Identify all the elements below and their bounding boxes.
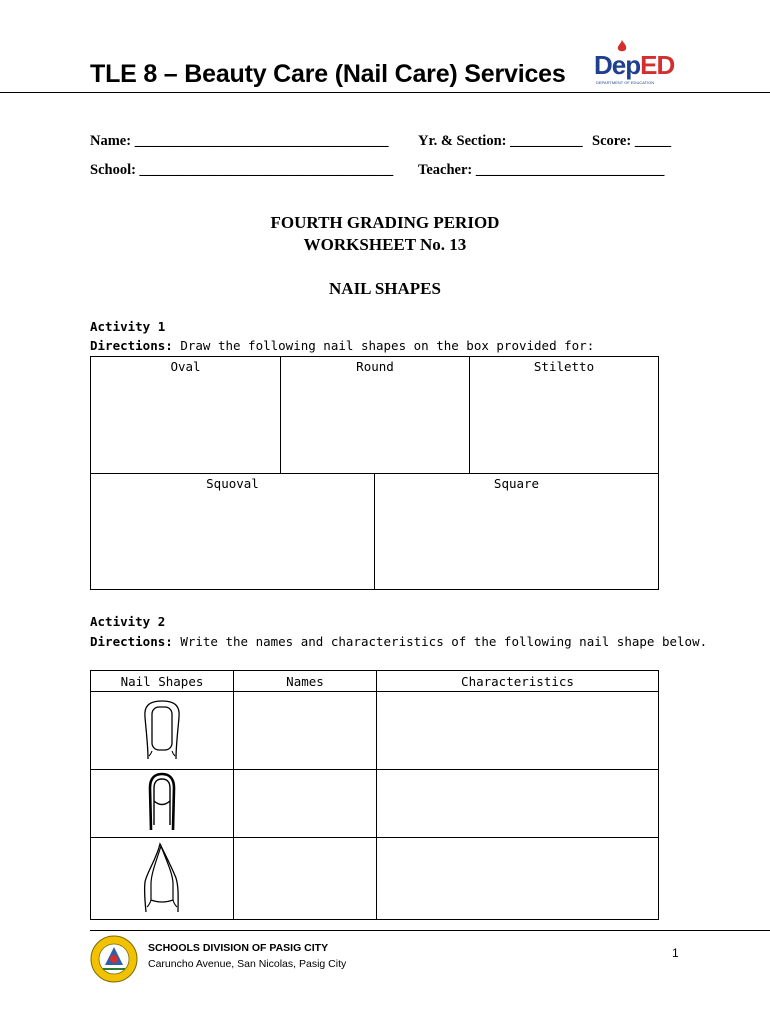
division-seal-icon	[90, 935, 138, 983]
name-answer-cell[interactable]	[234, 838, 377, 920]
characteristics-answer-cell[interactable]	[377, 770, 659, 838]
footer-divider	[90, 930, 770, 931]
draw-box-label: Squoval	[206, 476, 259, 491]
topic-heading: NAIL SHAPES	[329, 279, 441, 298]
square-nail-icon	[132, 695, 192, 761]
column-header-characteristics: Characteristics	[377, 671, 659, 692]
stiletto-nail-icon	[132, 838, 192, 914]
header-divider	[0, 92, 770, 93]
activity-2-label: Activity 2	[90, 614, 166, 629]
deped-logo-subtitle: DEPARTMENT OF EDUCATION	[596, 80, 655, 85]
draw-box-square[interactable]	[374, 473, 659, 590]
draw-box-label: Round	[356, 359, 394, 374]
activity-1-directions: Directions: Draw the following nail shapes on the box provided for:	[90, 338, 595, 353]
page-number: 1	[672, 946, 679, 960]
footer-organization: SCHOOLS DIVISION OF PASIG CITY	[148, 942, 329, 954]
nail-shapes-table	[90, 670, 659, 920]
nail-shape-cell	[91, 692, 234, 770]
worksheet-title: TLE 8 – Beauty Care (Nail Care) Services	[90, 60, 566, 88]
column-header-names: Names	[234, 671, 377, 692]
score-field[interactable]: Score: _____	[592, 133, 672, 149]
worksheet-number-heading: WORKSHEET No. 13	[303, 235, 467, 254]
draw-box-oval[interactable]	[90, 356, 281, 474]
table-header-row	[91, 671, 659, 692]
table-row	[91, 770, 659, 838]
teacher-field[interactable]: Teacher: __________________________	[418, 162, 665, 178]
activity-2-directions: Directions: Write the names and characteristics of the following nail shape below.	[90, 634, 708, 649]
nail-shape-cell	[91, 770, 234, 838]
draw-box-stiletto[interactable]	[469, 356, 659, 474]
name-field[interactable]: Name: ___________________________________	[90, 133, 389, 149]
grading-period-heading: FOURTH GRADING PERIOD	[270, 213, 500, 232]
draw-box-label: Square	[493, 476, 540, 491]
deped-logo-icon	[592, 40, 682, 90]
nail-shape-cell	[91, 838, 234, 920]
table-row	[91, 692, 659, 770]
draw-box-squoval[interactable]	[90, 473, 375, 590]
draw-box-label: Oval	[170, 359, 201, 374]
characteristics-answer-cell[interactable]	[377, 838, 659, 920]
draw-box-round[interactable]	[280, 356, 470, 474]
table-row	[91, 838, 659, 920]
school-field[interactable]: School: ___________________________________	[90, 162, 394, 178]
deped-logo-text: DepED	[594, 50, 675, 80]
activity-1-label: Activity 1	[90, 319, 166, 334]
name-answer-cell[interactable]	[234, 692, 377, 770]
footer-address: Caruncho Avenue, San Nicolas, Pasig City	[148, 958, 347, 970]
name-answer-cell[interactable]	[234, 770, 377, 838]
characteristics-answer-cell[interactable]	[377, 692, 659, 770]
round-nail-icon	[132, 770, 192, 832]
yr-section-field[interactable]: Yr. & Section: __________	[418, 133, 583, 149]
column-header-nail-shapes: Nail Shapes	[91, 671, 234, 692]
draw-box-label: Stiletto	[533, 359, 595, 374]
